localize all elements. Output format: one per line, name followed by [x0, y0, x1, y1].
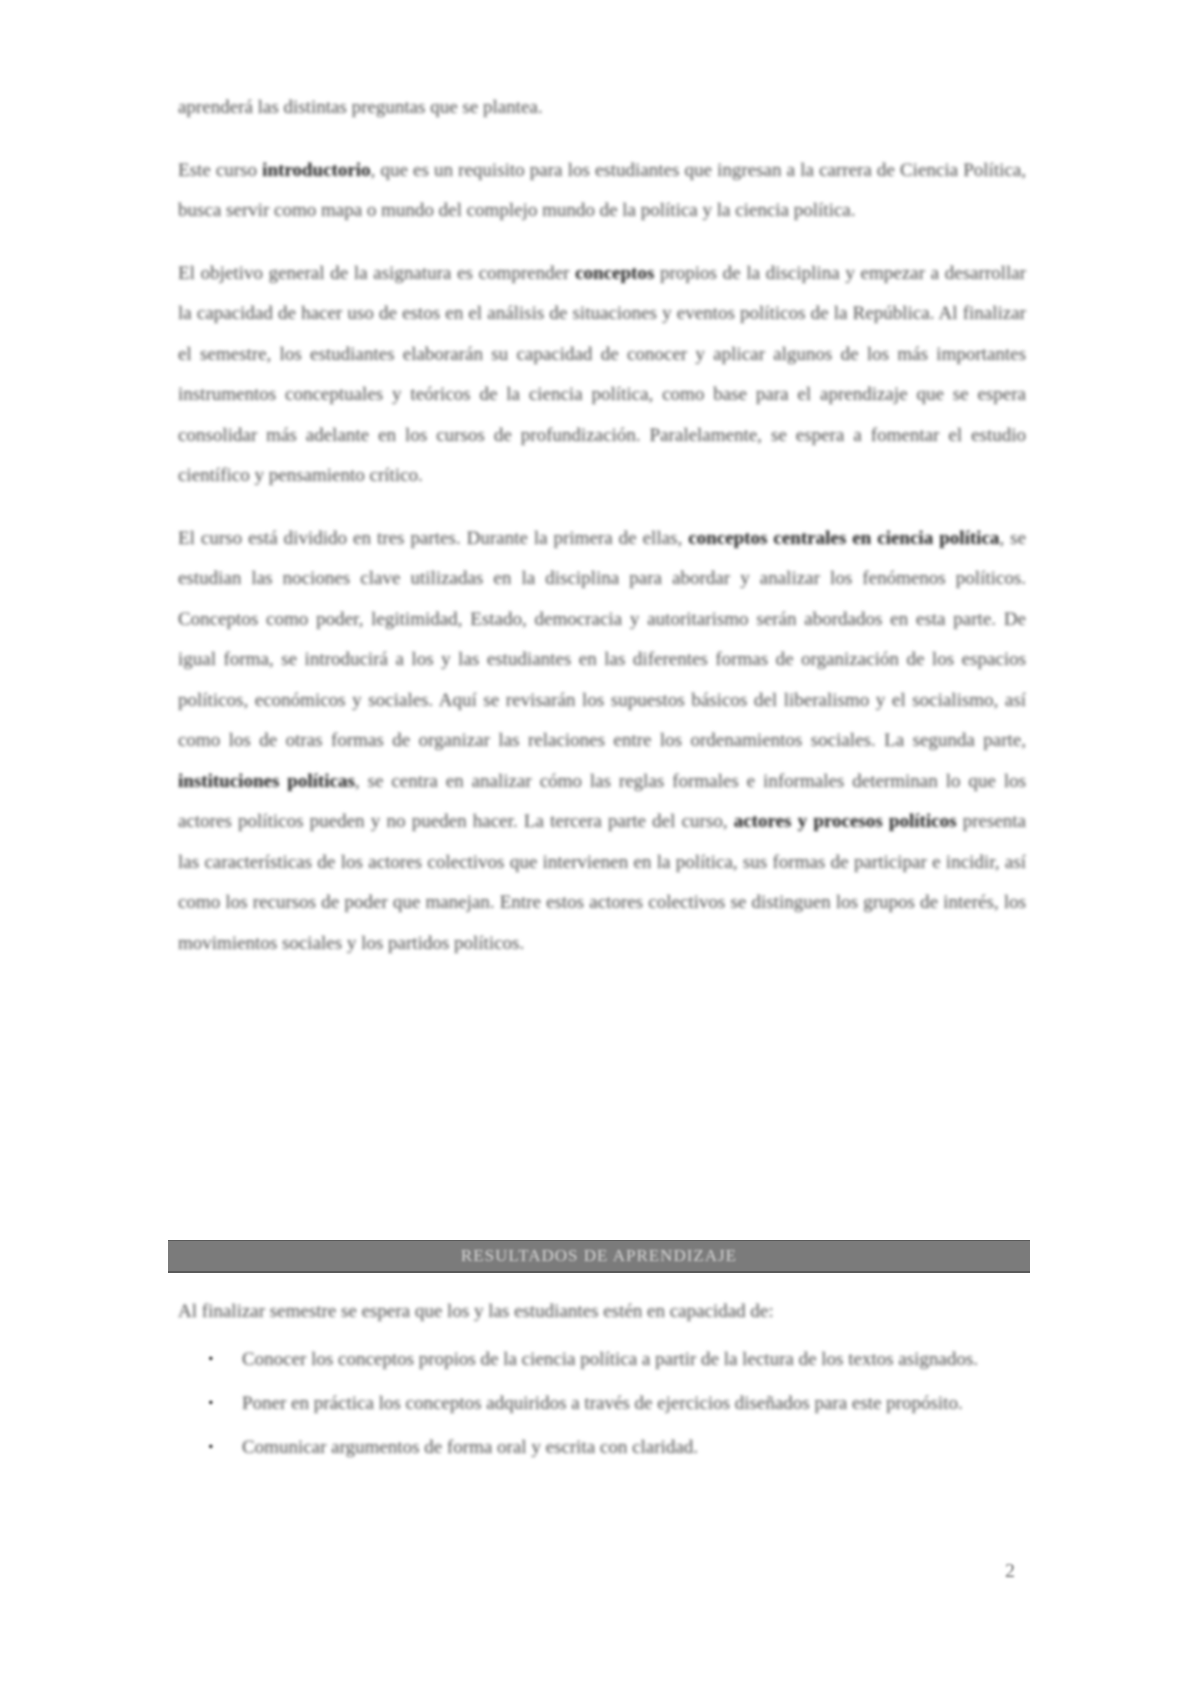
bold-term: conceptos — [575, 262, 655, 284]
text-run: Este curso — [178, 159, 263, 181]
bullet-icon: • — [208, 1351, 214, 1368]
paragraph — [178, 519, 1026, 965]
text-run: , se estudian las nociones clave utilizadas en la disciplina para abordar y analizar los fenómenos políticos. Conceptos como poder, legitimidad, Estado, democracia y autoritarismo serán abordados en esta parte. De igual forma, se introducirá a los y las estudiantes en las diferentes formas de organización de los espacios políticos, económicos y sociales. Aquí se revisarán los supuestos básicos del liberalismo y el socialismo, así como los de otras formas de organizar las relaciones entre los ordenamientos sociales. La segunda parte, — [178, 527, 1026, 751]
text-run: El curso está dividido en tres partes. Durante la primera de ellas, — [178, 527, 689, 549]
paragraph — [178, 88, 1026, 129]
list-item — [178, 1340, 1026, 1380]
bold-term: conceptos centrales en ciencia política — [688, 527, 1000, 549]
paragraph — [178, 254, 1026, 497]
text-run: , se centra en analizar cómo las reglas formales e informales determinan lo que los actores políticos pueden y no pueden hacer. La tercera parte del curso, — [178, 770, 1026, 832]
text-run: , que es un requisito para los estudiantes que ingresan a la carrera de Ciencia Política, busca servir como mapa o mundo del complejo mundo de la política y la ciencia política. — [178, 159, 1026, 221]
section-heading-bar — [168, 1240, 1030, 1273]
list-item-text: Comunicar argumentos de forma oral y escrita con claridad. — [242, 1437, 699, 1458]
text-run: El objetivo general de la asignatura es comprender — [178, 262, 576, 284]
bullet-icon: • — [208, 1395, 214, 1412]
bullet-icon: • — [208, 1439, 214, 1456]
bold-term: instituciones políticas — [178, 770, 355, 792]
list-item — [178, 1428, 1026, 1468]
text-run: presenta las características de los actores colectivos que intervienen en la política, sus formas de participar e incidir, así como los recursos de poder que manejan. Entre estos actores colectivos se distinguen los grupos de interés, los movimientos sociales y los partidos políticos. — [178, 811, 1026, 954]
bold-term: actores y procesos políticos — [733, 811, 957, 832]
list-item — [178, 1384, 1026, 1424]
learning-outcomes-intro: Al finalizar semestre se espera que los y las estudiantes estén en capacidad de: — [178, 1301, 774, 1322]
bold-term: introductorio — [262, 159, 371, 181]
page-number: 2 — [1005, 1560, 1015, 1582]
paragraph — [178, 151, 1026, 232]
text-run: aprenderá las distintas preguntas que se plantea. — [178, 97, 543, 118]
text-run: propios de la disciplina y empezar a desarrollar la capacidad de hacer uso de estos en el análisis de situaciones y eventos políticos de la República. Al finalizar el semestre, los estudiantes elaborarán su capacidad de conocer y aplicar algunos de los más importantes instrumentos conceptuales y teóricos de la ciencia política, como base para el aprendizaje que se espera consolidar más adelante en los cursos de profundización. Paralelamente, se espera a fomentar el estudio científico y pensamiento crítico. — [178, 262, 1026, 486]
learning-outcomes-list — [178, 1340, 1026, 1472]
list-item-text: Poner en práctica los conceptos adquiridos a través de ejercicios diseñados para este propósito. — [242, 1393, 963, 1414]
list-item-text: Conocer los conceptos propios de la ciencia política a partir de la lectura de los textos asignados. — [242, 1349, 979, 1370]
section-heading: RESULTADOS DE APRENDIZAJE — [460, 1246, 738, 1265]
body-text — [178, 88, 1026, 986]
